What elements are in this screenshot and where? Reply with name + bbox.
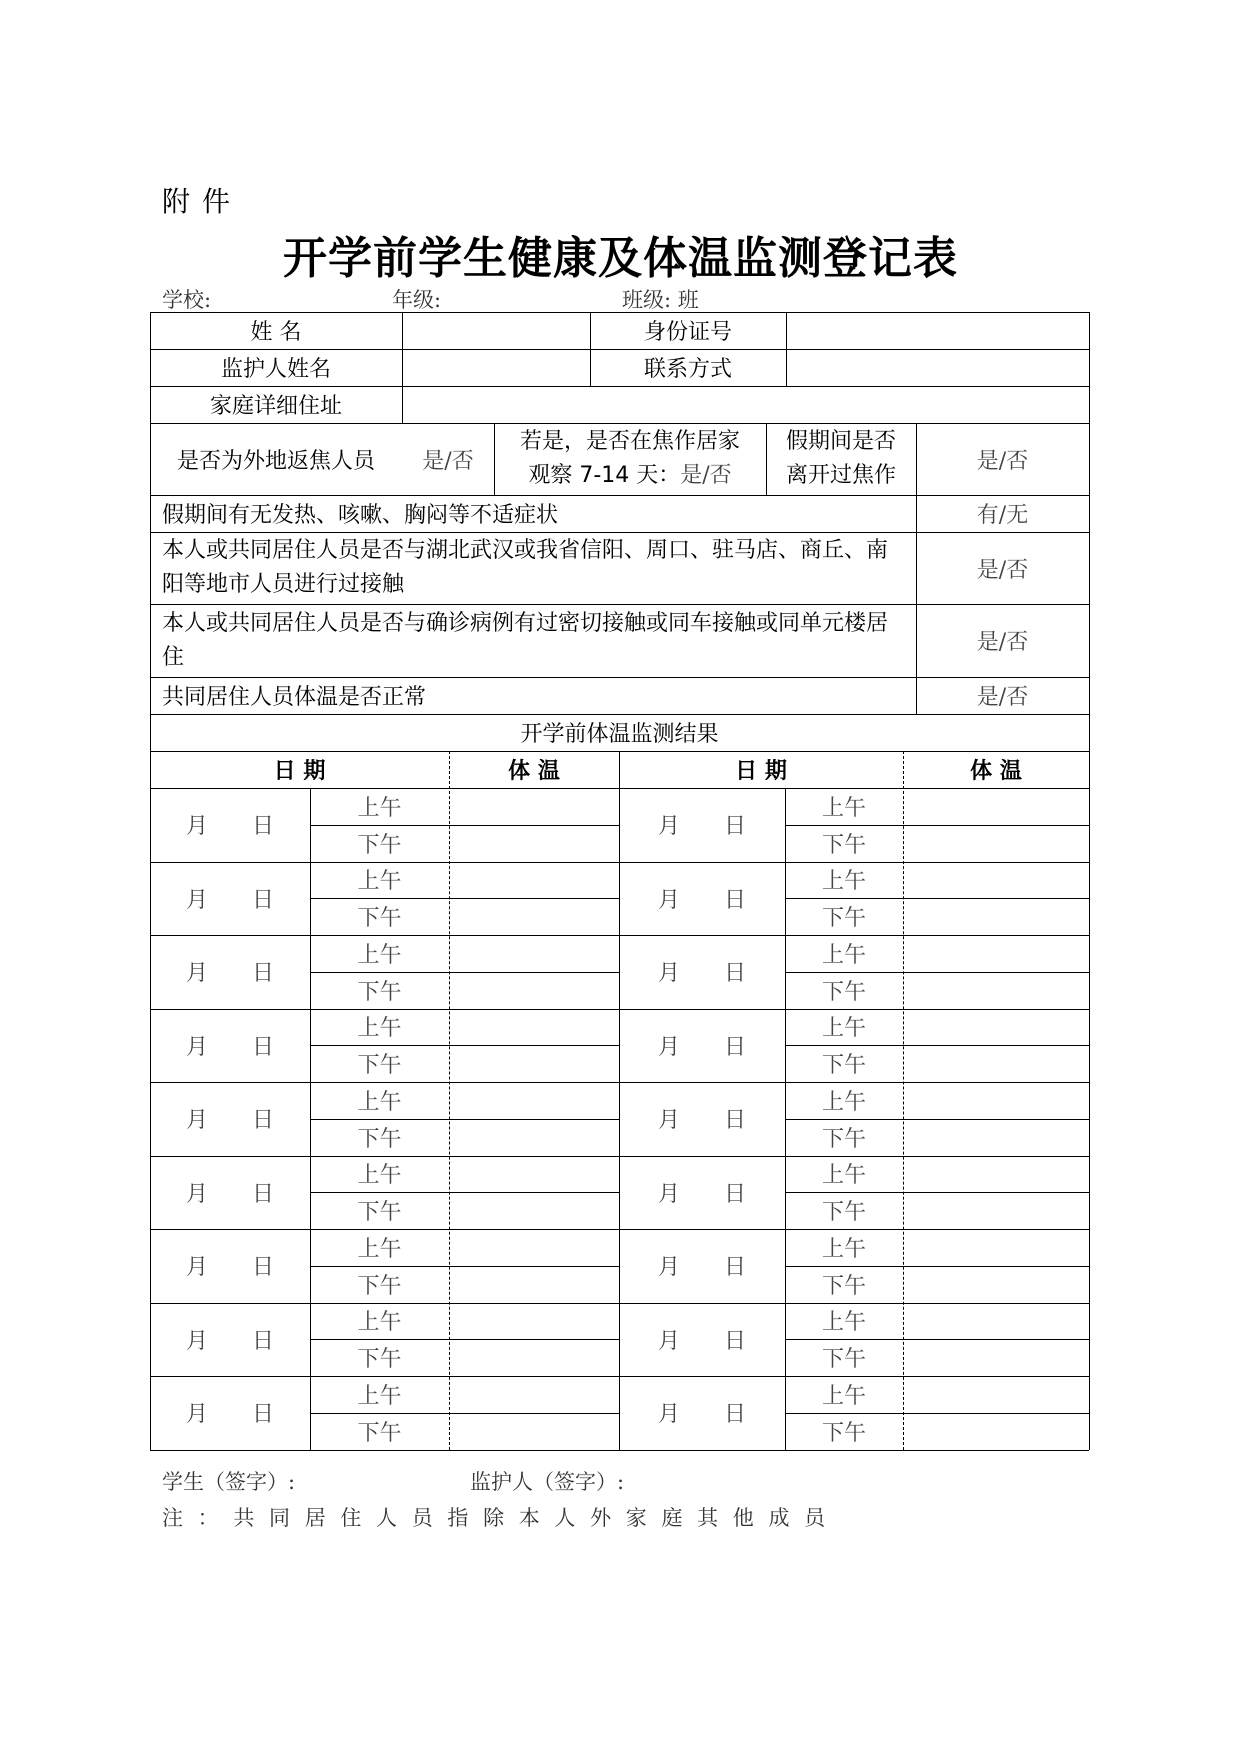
grid-vline [310,788,311,1450]
pm-temp-field-left[interactable] [449,898,619,935]
pm-temp-field-right[interactable] [903,1192,1089,1229]
day-label: 日 [252,1181,275,1207]
grid-vline [1089,312,1090,1450]
am-temp-field-left[interactable] [449,788,619,825]
grid-hline [150,677,1089,678]
pm-temp-field-left[interactable] [449,1192,619,1229]
grid-hline [150,386,1089,387]
contact-hubei-option[interactable]: 是/否 [976,557,1029,583]
grid-hline [150,1082,1089,1083]
pm-label-right: 下午 [821,832,866,858]
am-temp-field-left[interactable] [449,1082,619,1119]
am-temp-field-left[interactable] [449,1376,619,1413]
date-header-right: 日 期 [735,759,787,784]
pm-temp-field-left[interactable] [449,1339,619,1376]
month-label: 月 [657,814,680,840]
grid-hline [310,972,619,973]
grid-hline [150,862,1089,863]
date-cell-left[interactable] [150,1009,310,1083]
date-cell-left[interactable] [150,788,310,862]
day-label: 日 [252,961,275,987]
grid-hline [150,1009,1089,1010]
grid-vline [916,423,917,714]
left-city-option[interactable]: 是/否 [976,448,1029,474]
grid-hline [150,935,1089,936]
address-label: 家庭详细住址 [209,394,342,419]
pm-label-left: 下午 [357,1200,402,1226]
am-label-right: 上午 [821,1383,866,1409]
household-temp-label: 共同居住人员体温是否正常 [162,685,427,710]
home-observe-option[interactable]: 是/否 [680,463,732,488]
grid-hline [785,972,1089,973]
pm-label-right: 下午 [821,1126,866,1152]
grid-vline [619,751,620,1450]
id-number-label: 身份证号 [643,320,732,345]
day-label: 日 [252,1108,275,1134]
grid-hline [785,1045,1089,1046]
student-signature-label: 学生（签字）: [162,1470,296,1494]
pm-temp-field-right[interactable] [903,1119,1089,1156]
am-label-right: 上午 [821,1310,866,1336]
am-label-left: 上午 [357,1089,402,1115]
name-field[interactable] [402,312,590,349]
pm-label-left: 下午 [357,1126,402,1152]
grid-vline [150,312,151,1450]
grid-hline [150,1376,1089,1377]
address-field[interactable] [402,386,1089,423]
left-city-question [766,423,916,495]
pm-label-right: 下午 [821,1347,866,1373]
month-label: 月 [185,814,208,840]
grid-hline [310,1266,619,1267]
month-label: 月 [657,1255,680,1281]
grid-vline [903,751,904,1450]
grid-hline [310,898,619,899]
pm-label-left: 下午 [357,906,402,932]
day-label: 日 [252,814,275,840]
date-cell-right[interactable] [619,935,785,1009]
attachment-label: 附件 [162,185,243,218]
month-label: 月 [657,961,680,987]
date-cell-right[interactable] [619,1229,785,1303]
date-cell-right[interactable] [619,1082,785,1156]
date-cell-right[interactable] [619,1156,785,1230]
month-label: 月 [185,961,208,987]
date-cell-right[interactable] [619,862,785,936]
date-cell-left[interactable] [150,935,310,1009]
am-temp-field-left[interactable] [449,1156,619,1193]
date-cell-left[interactable] [150,1156,310,1230]
grid-hline [310,1413,619,1414]
pm-label-right: 下午 [821,1200,866,1226]
grid-hline [785,1413,1089,1414]
am-temp-field-right[interactable] [903,788,1089,825]
grid-hline [150,1229,1089,1230]
contact-confirmed-label: 本人或共同居住人员是否与确诊病例有过密切接触或同车接触或同单元楼居住 [162,610,889,670]
grid-vline [785,788,786,1450]
am-temp-field-left[interactable] [449,862,619,899]
am-label-left: 上午 [357,942,402,968]
grid-hline [785,1192,1089,1193]
month-label: 月 [657,1034,680,1060]
day-label: 日 [252,1255,275,1281]
am-label-left: 上午 [357,869,402,895]
pm-label-right: 下午 [821,979,866,1005]
month-label: 月 [657,1181,680,1207]
grid-hline [150,532,1089,533]
month-label: 月 [185,887,208,913]
pm-label-right: 下午 [821,1053,866,1079]
month-label: 月 [185,1108,208,1134]
returnee-option[interactable]: 是/否 [422,448,474,474]
pm-label-left: 下午 [357,832,402,858]
grid-vline [766,423,767,495]
am-temp-field-left[interactable] [449,1009,619,1046]
am-temp-field-right[interactable] [903,1082,1089,1119]
pm-temp-field-right[interactable] [903,1045,1089,1082]
date-cell-left[interactable] [150,862,310,936]
grid-hline [310,1339,619,1340]
grid-vline [449,751,450,1450]
grade-label: 年级: [392,288,442,312]
date-cell-left[interactable] [150,1229,310,1303]
day-label: 日 [252,1328,275,1354]
am-temp-field-left[interactable] [449,935,619,972]
am-temp-field-right[interactable] [903,1009,1089,1046]
grid-hline [310,1192,619,1193]
school-label: 学校: [162,288,212,312]
pm-label-left: 下午 [357,1347,402,1373]
grid-hline [150,714,1089,715]
am-temp-field-left[interactable] [449,1303,619,1340]
am-label-left: 上午 [357,1163,402,1189]
month-label: 月 [185,1181,208,1207]
left-city-line1: 假期间是否 [785,429,896,454]
contact-hubei-label: 本人或共同居住人员是否与湖北武汉或我省信阳、周口、驻马店、商丘、南阳等地市人员进行过接触 [162,538,889,597]
date-cell-right[interactable] [619,788,785,862]
am-label-right: 上午 [821,1163,866,1189]
grid-hline [785,1119,1089,1120]
grid-hline [785,898,1089,899]
month-label: 月 [657,1328,680,1354]
home-observe-prefix: 观察 7-14 天： [528,463,681,488]
month-label: 月 [185,1402,208,1428]
pm-temp-field-right[interactable] [903,972,1089,1009]
temp-header-right: 体 温 [970,759,1022,784]
home-observe-line2 [528,459,731,493]
pm-label-left: 下午 [357,1273,402,1299]
am-temp-field-right[interactable] [903,1376,1089,1413]
day-label: 日 [724,1255,747,1281]
day-label: 日 [724,1034,747,1060]
grid-hline [310,1045,619,1046]
day-label: 日 [252,1402,275,1428]
am-temp-field-right[interactable] [903,1156,1089,1193]
grid-hline [150,1303,1089,1304]
month-label: 月 [657,887,680,913]
day-label: 日 [724,887,747,913]
guardian-signature-label: 监护人（签字）: [470,1470,625,1494]
am-label-left: 上午 [357,1310,402,1336]
am-label-right: 上午 [821,942,866,968]
guardian-name-label: 监护人姓名 [220,357,331,382]
grid-hline [150,1450,1089,1451]
month-label: 月 [185,1034,208,1060]
am-label-left: 上午 [357,1016,402,1042]
am-temp-field-right[interactable] [903,935,1089,972]
pm-temp-field-left[interactable] [449,825,619,862]
day-label: 日 [252,887,275,913]
grid-hline [150,604,1089,605]
pm-label-right: 下午 [821,906,866,932]
month-label: 月 [185,1255,208,1281]
pm-label-left: 下午 [357,1053,402,1079]
am-label-left: 上午 [357,795,402,821]
symptoms-label: 假期间有无发热、咳嗽、胸闷等不适症状 [162,503,559,528]
id-number-field[interactable] [786,312,1089,349]
grid-hline [150,423,1089,424]
am-label-left: 上午 [357,1236,402,1262]
grid-hline [310,1119,619,1120]
grid-vline [590,312,591,386]
day-label: 日 [724,1181,747,1207]
pm-temp-field-left[interactable] [449,972,619,1009]
month-label: 月 [657,1402,680,1428]
grid-vline [494,423,495,495]
monitoring-section-title: 开学前体温监测结果 [520,722,719,747]
am-label-right: 上午 [821,1089,866,1115]
pm-temp-field-right[interactable] [903,898,1089,935]
grid-hline [150,349,1089,350]
day-label: 日 [252,1034,275,1060]
am-temp-field-right[interactable] [903,862,1089,899]
pm-temp-field-left[interactable] [449,1413,619,1450]
grid-hline [150,1156,1089,1157]
day-label: 日 [724,1402,747,1428]
date-cell-left[interactable] [150,1376,310,1450]
date-cell-right[interactable] [619,1009,785,1083]
pm-label-left: 下午 [357,979,402,1005]
day-label: 日 [724,814,747,840]
pm-label-right: 下午 [821,1420,866,1446]
temp-header-left: 体 温 [508,759,560,784]
pm-temp-field-left[interactable] [449,1045,619,1082]
grid-hline [785,1339,1089,1340]
pm-temp-field-left[interactable] [449,1119,619,1156]
grid-hline [785,825,1089,826]
page-title: 开学前学生健康及体温监测登记表 [283,233,958,284]
am-label-left: 上午 [357,1383,402,1409]
symptoms-option[interactable]: 有/无 [976,503,1029,528]
contact-confirmed-option[interactable]: 是/否 [976,630,1029,655]
contact-field[interactable] [786,349,1089,386]
grid-hline [310,825,619,826]
grid-vline [786,312,787,386]
date-cell-right[interactable] [619,1376,785,1450]
date-cell-left[interactable] [150,1303,310,1377]
pm-temp-field-right[interactable] [903,1339,1089,1376]
pm-label-right: 下午 [821,1273,866,1299]
class-label: 班级: 班 [622,288,699,312]
pm-temp-field-left[interactable] [449,1266,619,1303]
returnee-label: 是否为外地返焦人员 [176,448,375,474]
month-label: 月 [185,1328,208,1354]
am-label-right: 上午 [821,1016,866,1042]
am-label-right: 上午 [821,1236,866,1262]
grid-hline [150,495,1089,496]
guardian-name-field[interactable] [402,349,590,386]
grid-hline [785,1266,1089,1267]
pm-temp-field-right[interactable] [903,1266,1089,1303]
month-label: 月 [657,1108,680,1134]
grid-vline [402,312,403,423]
day-label: 日 [724,1108,747,1134]
household-temp-option[interactable]: 是/否 [976,685,1029,710]
home-observe-question [494,423,766,495]
day-label: 日 [724,961,747,987]
pm-temp-field-right[interactable] [903,825,1089,862]
grid-hline [150,312,1089,313]
home-observe-line1: 若是，是否在焦作居家 [519,429,740,454]
am-label-right: 上午 [821,869,866,895]
day-label: 日 [724,1328,747,1354]
am-label-right: 上午 [821,795,866,821]
contact-label: 联系方式 [643,357,732,382]
am-temp-field-right[interactable] [903,1229,1089,1266]
note-text: 注 ： 共 同 居 住 人 员 指 除 本 人 外 家 庭 其 他 成 员 [162,1506,830,1530]
left-city-line2: 离开过焦作 [785,463,896,488]
date-cell-left[interactable] [150,1082,310,1156]
am-temp-field-left[interactable] [449,1229,619,1266]
date-cell-right[interactable] [619,1303,785,1377]
name-label: 姓 名 [250,320,302,345]
pm-label-left: 下午 [357,1420,402,1446]
date-header-left: 日 期 [273,759,326,784]
am-temp-field-right[interactable] [903,1303,1089,1340]
pm-temp-field-right[interactable] [903,1413,1089,1450]
